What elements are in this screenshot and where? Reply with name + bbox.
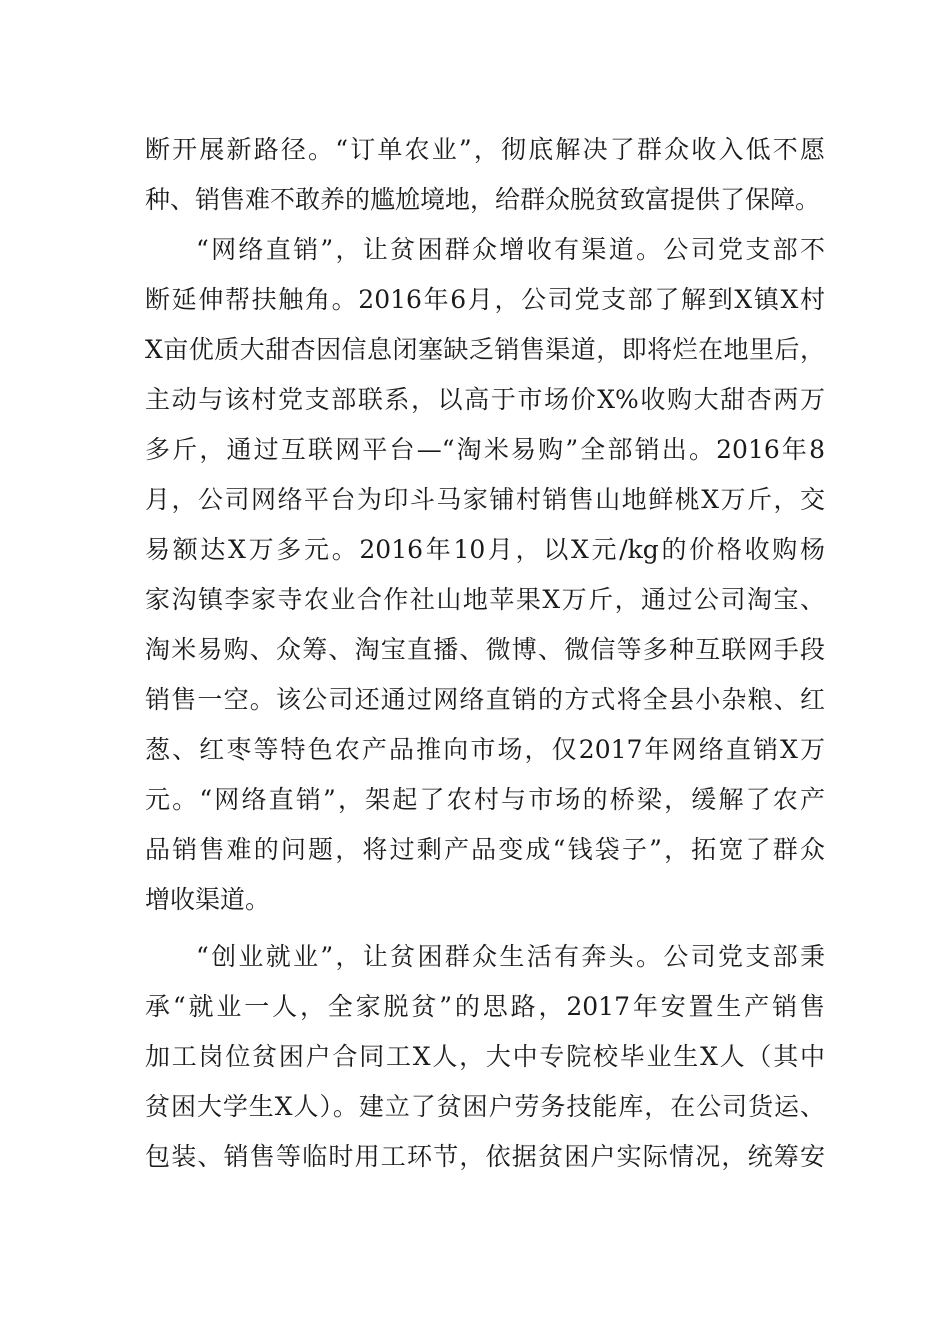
text-line: 贫困大学生X人）。建立了贫困户劳务技能库，在公司货运、 (145, 1092, 825, 1121)
text-line: 加工岗位贫困户合同工X人，大中专院校毕业生X人（其中 (145, 1042, 825, 1071)
text-line: 月，公司网络平台为印斗马家铺村销售山地鲜桃X万斤，交 (145, 485, 825, 514)
text-line: 葱、红枣等特色农产品推向市场，仅2017年网络直销X万 (145, 735, 825, 764)
text-line: X亩优质大甜杏因信息闭塞缺乏销售渠道，即将烂在地里后， (145, 335, 825, 364)
text-line: 销售一空。该公司还通过网络直销的方式将全县小杂粮、红 (145, 685, 825, 714)
text-line: 淘米易购、众筹、淘宝直播、微博、微信等多种互联网手段 (145, 635, 825, 664)
text-line: 易额达X万多元。2016年10月，以X元/kg的价格收购杨 (145, 535, 825, 564)
paragraph-heading-line: “创业就业”，让贫困群众生活有奔头。公司党支部秉 (196, 942, 825, 971)
text-line: 增收渠道。 (145, 885, 271, 914)
text-line: 元。“网络直销”，架起了农村与市场的桥梁，缓解了农产 (145, 785, 825, 814)
text-line: 种、销售难不敢养的尴尬境地，给群众脱贫致富提供了保障。 (145, 185, 821, 214)
text-line: 包装、销售等临时用工环节，依据贫困户实际情况，统筹安 (145, 1142, 825, 1171)
text-line: 家沟镇李家寺农业合作社山地苹果X万斤，通过公司淘宝、 (145, 585, 825, 614)
text-line: 主动与该村党支部联系，以高于市场价X%收购大甜杏两万 (145, 385, 825, 414)
text-line: 品销售难的问题，将过剩产品变成“钱袋子”，拓宽了群众 (145, 835, 825, 864)
text-line: 断开展新路径。“订单农业”，彻底解决了群众收入低不愿 (145, 135, 825, 164)
paragraph-heading-line: “网络直销”，让贫困群众增收有渠道。公司党支部不 (196, 235, 825, 264)
text-line: 承“就业一人，全家脱贫”的思路，2017年安置生产销售 (145, 992, 825, 1021)
text-line: 多斤，通过互联网平台—“淘米易购”全部销出。2016年8 (145, 435, 825, 464)
text-line: 断延伸帮扶触角。2016年6月，公司党支部了解到X镇X村 (145, 285, 825, 314)
